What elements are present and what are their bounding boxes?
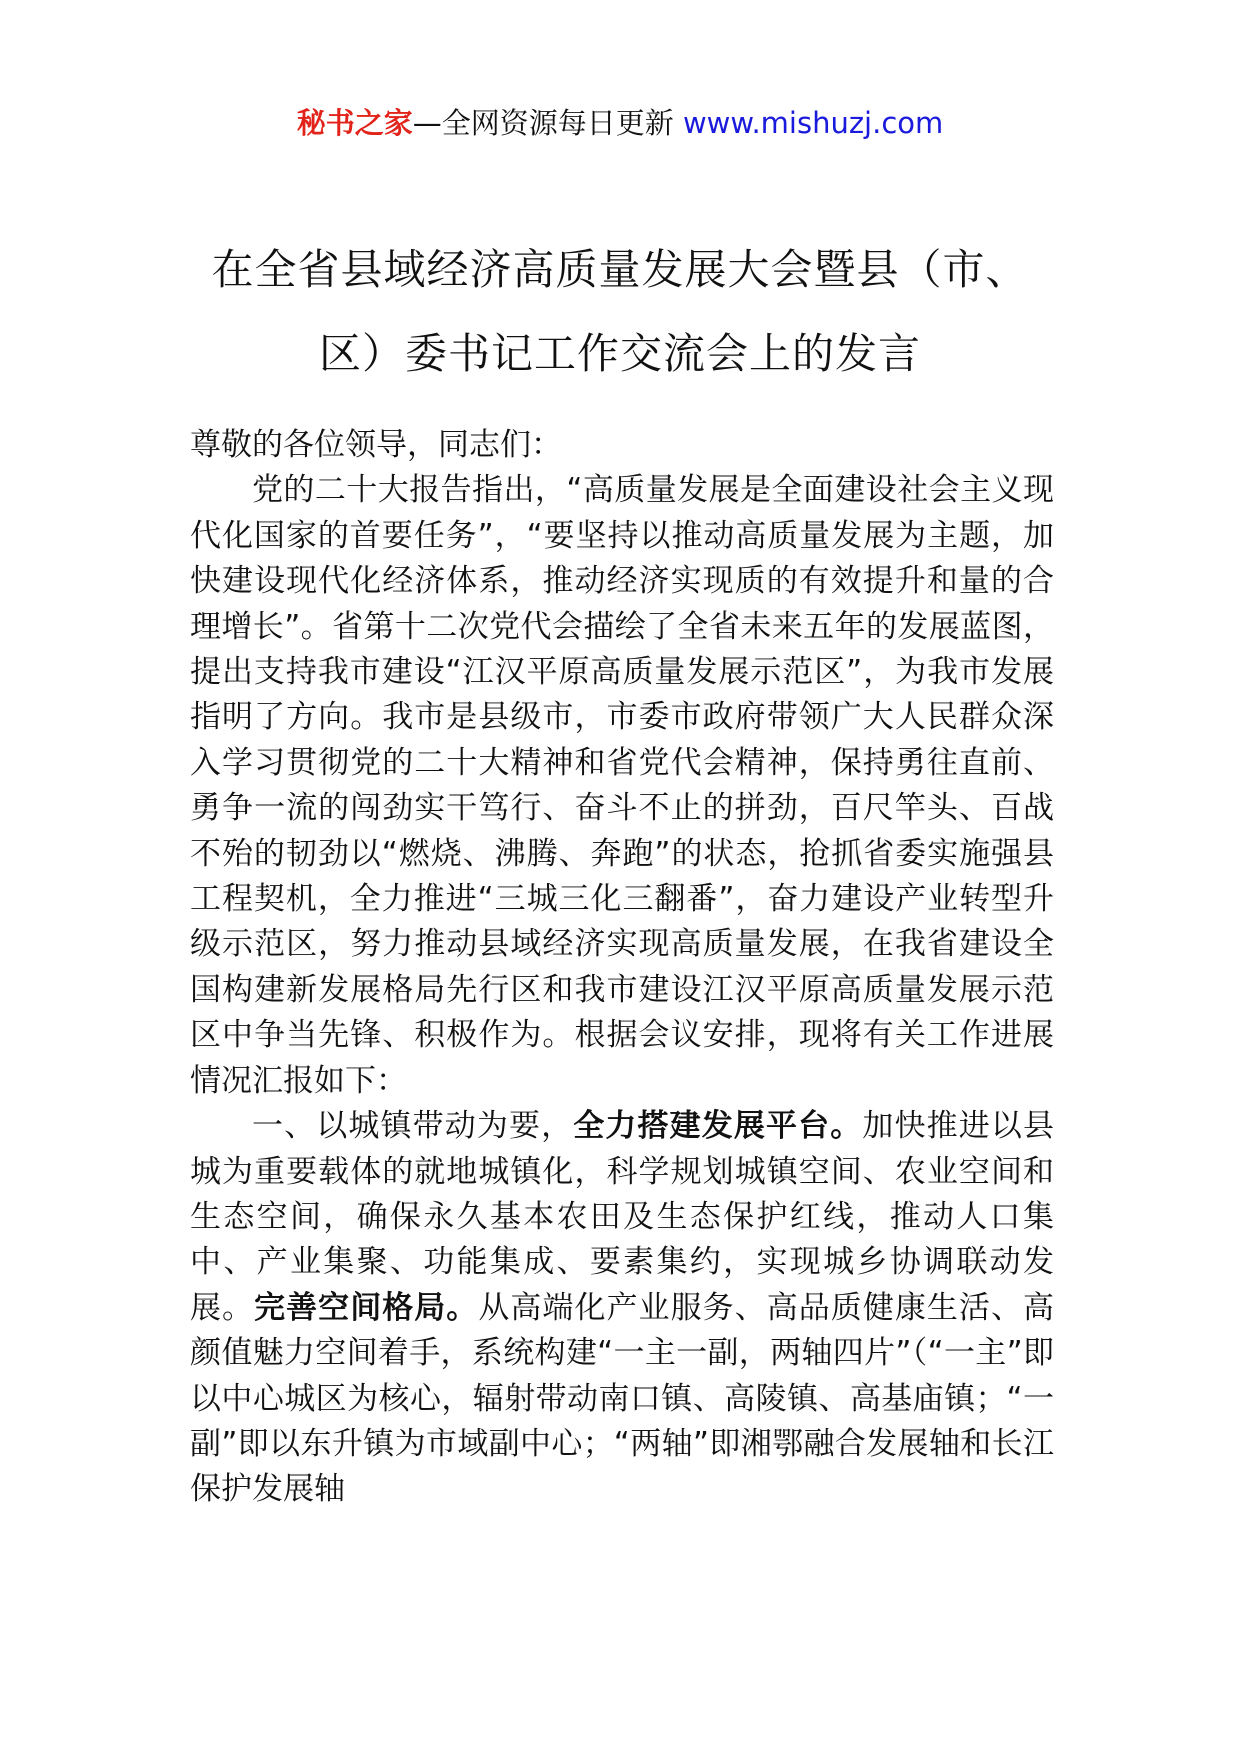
paragraph-1: 党的二十大报告指出，“高质量发展是全面建设社会主义现代化国家的首要任务”，“要坚持以推动高质量发展为主题，加快建设现代化经济体系，推动经济实现质的有效提升和量的合理增长”。省第十二次党代会描绘了全省未来五年的发展蓝图，提出支持我市建设“江汉平原高质量发展示范区”，为我市发展指明了方向。我市是县级市，市委市政府带领广大人民群众深入学习贯彻党的二十大精神和省党代会精神，保持勇往直前、勇争一流的闯劲实干笃行、奋斗不止的拼劲，百尺竿头、百战不殆的韧劲以“燃烧、沸腾、奔跑”的状态，抢抓省委实施强县工程契机，全力推进“三城三化三翻番”，奋力建设产业转型升级示范区，努力推动县域经济实现高质量发展，在我省建设全国构建新发展格局先行区和我市建设江汉平原高质量发展示范区中争当先锋、积极作为。根据会议安排，现将有关工作进展情况汇报如下： xyxy=(190,472,1054,1099)
site-banner xyxy=(0,103,1240,143)
section-body: 加快推进以县城为重要载体的就地城镇化，科学规划城镇空间、农业空间和生态空间，确保永久基本农田及生态保护红线，推动人口集中、产业集聚、功能集成、要素集约，实现城乡协调联动发展。 xyxy=(190,1108,1054,1326)
banner-url[interactable]: www.mishuzj.com xyxy=(682,106,944,140)
salutation: 尊敬的各位领导，同志们： xyxy=(190,427,562,463)
document-title xyxy=(180,228,1060,396)
banner-tagline: —全网资源每日更新 xyxy=(412,106,683,140)
section-heading-bold: 全力搭建发展平台。 xyxy=(573,1108,863,1145)
subsection-body: 从高端化产业服务、高品质健康生活、高颜值魅力空间着手，系统构建“一主一副，两轴四片”（“一主”即以中心城区为核心，辐射带动南口镇、高陵镇、高基庙镇；“一副”即以东升镇为市域副中心；“两轴”即湘鄂融合发展轴和长江保护发展轴 xyxy=(190,1289,1055,1508)
paragraph-2 xyxy=(190,1104,1054,1513)
brand-name: 秘书之家 xyxy=(296,106,413,140)
subsection-heading: 完善空间格局。 xyxy=(254,1289,479,1326)
title-line-2: 区）委书记工作交流会上的发言 xyxy=(318,329,921,378)
title-line-1: 在全省县域经济高质量发展大会暨县（市、 xyxy=(211,245,1029,294)
section-heading-lead: 一、以城镇带动为要， xyxy=(252,1108,574,1145)
document-body xyxy=(190,423,1054,1513)
